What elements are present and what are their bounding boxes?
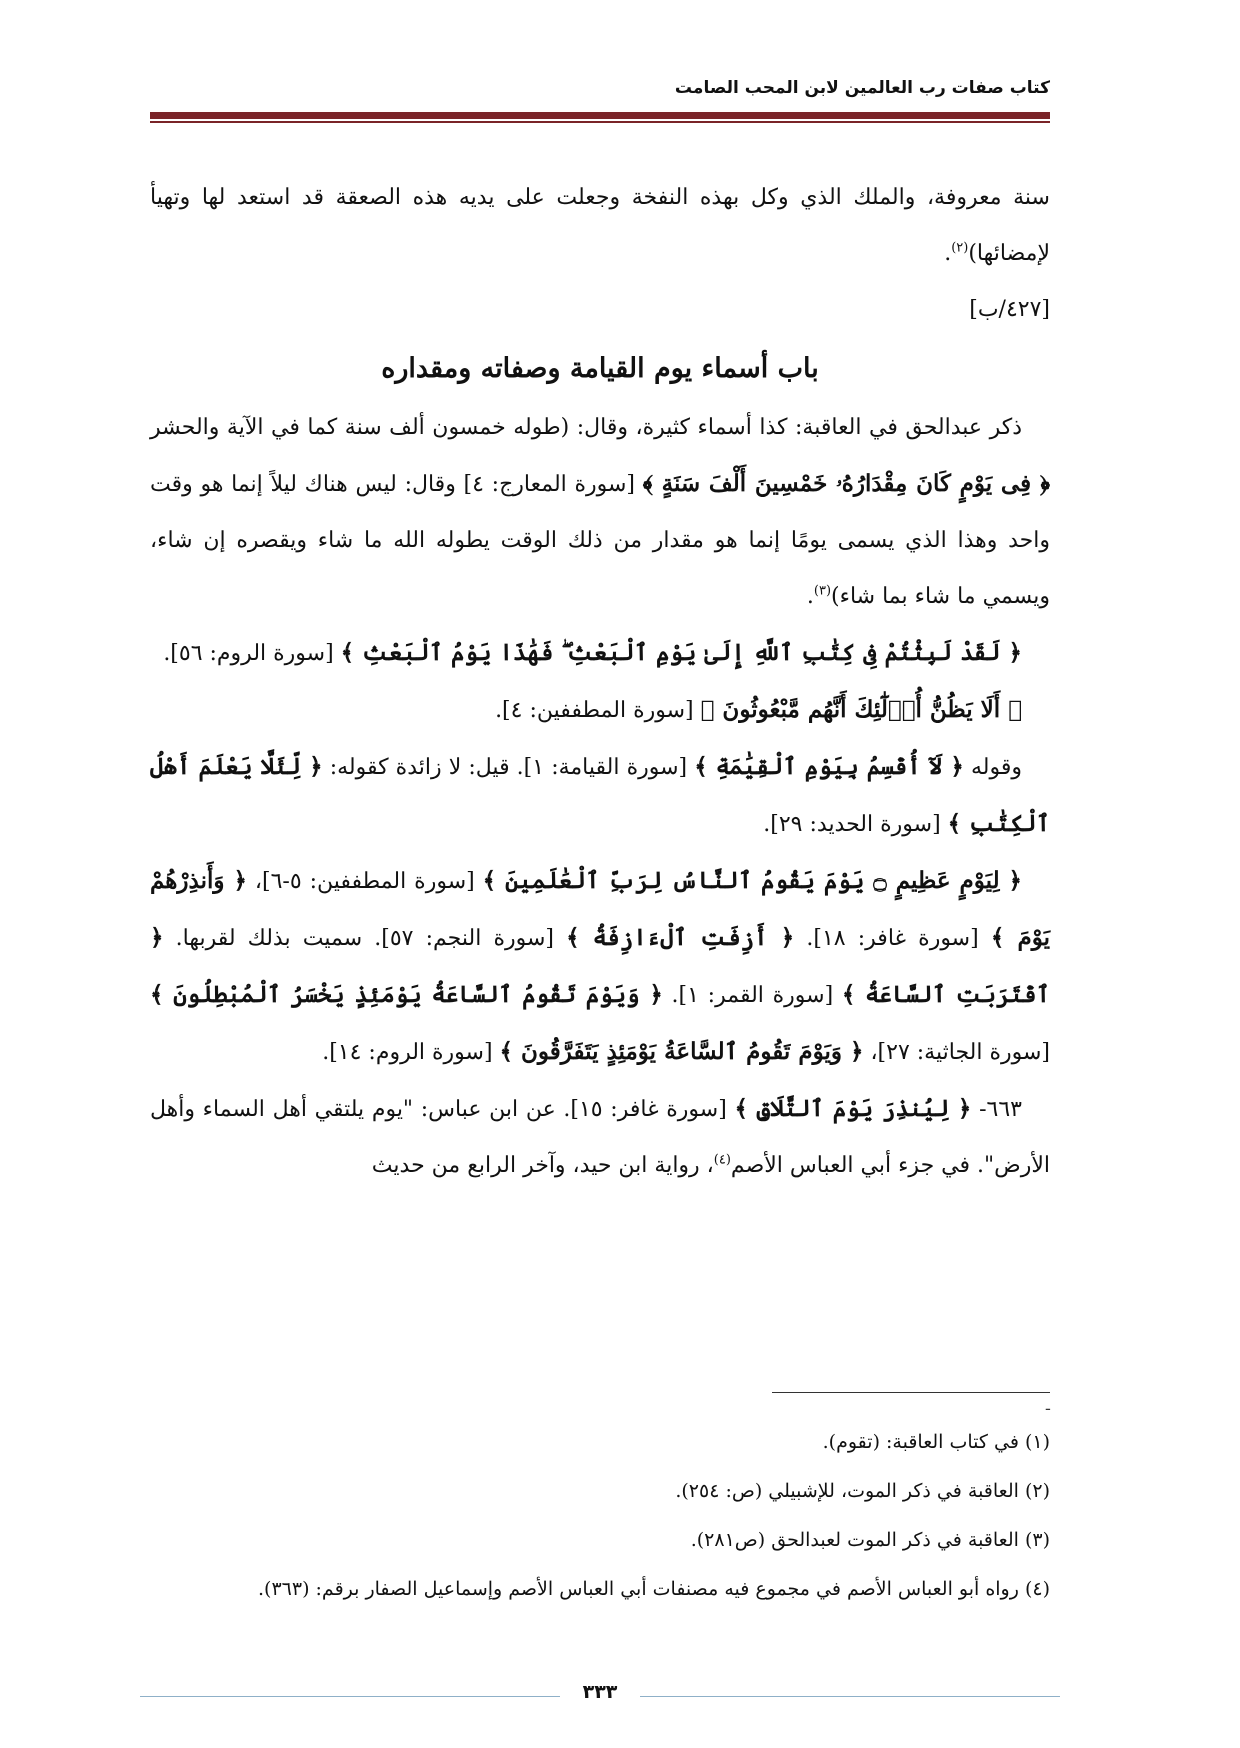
quran-verse: ﴿ فِى يَوْمٍ كَانَ مِقْدَارُهُۥ خَمْسِينَ أَلْفَ سَنَةٍ ﴾ <box>642 470 1051 497</box>
footer-rule-right <box>640 1696 1060 1697</box>
paragraph-6: ﴿ لِيَوْمٍ عَظِيمٍ ۝ يَوْمَ يَقُومُ ٱلنَّاسُ لِرَبِّ ٱلْعَٰلَمِينَ ﴾ [سورة المطففين: ٥-٦]، ﴿ وَأَنذِرْهُمْ يَوْمَ ﴾ [سورة غافر: ١٨]. ﴿ أَزِفَتِ ٱلْءَازِفَةُ ﴾ [سورة النجم: ٥٧]. سميت بذلك لقربها. ﴿ ٱقْتَرَبَتِ ٱلسَّاعَةُ ﴾ [سورة القمر: ١]. ﴿ وَيَوْمَ تَقُومُ ٱلسَّاعَةُ يَوْمَئِذٍ يَخْسَرُ ٱلْمُبْطِلُونَ ﴾ [سورة الجاثية: ٢٧]، ﴿ وَيَوْمَ تَقُومُ ٱلسَّاعَةُ يَوْمَئِذٍ يَتَفَرَّقُونَ ﴾ [سورة الروم: ١٤]. <box>150 867 1051 1065</box>
paragraph-7: ٦٦٣- ﴿ لِيُنذِرَ يَوْمَ ٱلتَّلَاقِ ﴾ [سورة غافر: ١٥]. عن ابن عباس: "يوم يلتقي أهل السماء وأهل الأرض". في جزء أبي العباس الأصم$^{(٤)}$، رواية ابن حيد، وآخر الرابع من حديث <box>150 1095 1050 1178</box>
footnote-ref-2[interactable]: (٢) <box>951 240 969 256</box>
quran-verse: ﴿ وَيَوْمَ تَقُومُ ٱلسَّاعَةُ يَوْمَئِذٍ يَتَفَرَّقُونَ ﴾ <box>499 1038 864 1065</box>
paragraph-3: ﴿ لَقَدْ لَبِثْتُمْ فِى كِتَٰبِ ٱللَّهِ إِلَىٰ يَوْمِ ٱلْبَعْثِ ۖ فَهَٰذَا يَوْمُ ٱلْبَعْثِ ﴾ [سورة الروم: ٥٦]. <box>163 639 1022 666</box>
footnote-2: (٢) العاقبة في ذكر الموت، للإشبيلي (ص: ٢٥٤). <box>675 1480 1050 1502</box>
footer-rule-left <box>140 1696 560 1697</box>
quran-verse: ﴿ وَأَنذِرْهُمْ يَوْمَ ﴾ <box>150 867 1050 951</box>
page-number: ٣٣٣ <box>582 1681 618 1703</box>
paragraph-2: ذكر عبدالحق في العاقبة: كذا أسماء كثيرة، وقال: (طوله خمسون ألف سنة كما في الآية والحشر ﴿ فِى يَوْمٍ كَانَ مِقْدَارُهُۥ خَمْسِينَ أَلْفَ سَنَةٍ ﴾ [سورة المعارج: ٤] وقال: ليس هناك ليلاً إنما هو وقت واحد وهذا الذي يسمى يومًا إنما هو مقدار من ذلك الوقت يطوله الله ما شاء ويقصره إن شاء، ويسمي ما شاء بما شاء)$^{(٣)}$. <box>150 415 1051 609</box>
footnote-separator <box>772 1392 1050 1393</box>
chapter-heading: باب أسماء يوم القيامة وصفاته ومقداره <box>381 353 819 384</box>
footnote-1: (١) في كتاب العاقبة: (تقوم). <box>822 1431 1050 1453</box>
footnote-ref-4[interactable]: (٤) <box>713 1152 731 1168</box>
quran-verse: ﴿ لِيُنذِرَ يَوْمَ ٱلتَّلَاقِ ﴾ <box>734 1095 972 1122</box>
footnote-3: (٣) العاقبة في ذكر الموت لعبدالحق (ص٢٨١). <box>690 1529 1050 1551</box>
main-text <box>150 170 1050 1194</box>
footnote-ref-3[interactable]: (٣) <box>813 583 832 599</box>
running-header: كتاب صفات رب العالمين لابن المحب الصامت <box>674 78 1050 98</box>
header-rule-thin <box>150 121 1050 123</box>
footnote-continuation-mark: ـ <box>1045 1398 1050 1414</box>
paragraph-5: وقوله ﴿ لَآ أُقْسِمُ بِيَوْمِ ٱلْقِيَٰمَةِ ﴾ [سورة القيامة: ١]. قيل: لا زائدة كقوله: ﴿ لِّئَلَّا يَعْلَمَ أَهْلُ ٱلْكِتَٰبِ ﴾ [سورة الحديد: ٢٩]. <box>150 753 1050 837</box>
quran-verse: ﴿ أَزِفَتِ ٱلْءَازِفَةُ ﴾ <box>566 924 795 951</box>
quran-verse: ﴿ وَيَوْمَ تَقُومُ ٱلسَّاعَةُ يَوْمَئِذٍ يَخْسَرُ ٱلْمُبْطِلُونَ ﴾ <box>150 981 663 1008</box>
paragraph-1: سنة معروفة، والملك الذي وكل بهذه النفخة وجعلت على يديه هذه الصعقة قد استعد لها وتهيأ لإمضائها)$^{(٢)}$. <box>150 185 1050 266</box>
quran-verse: ﴿ لَقَدْ لَبِثْتُمْ فِى كِتَٰبِ ٱللَّهِ إِلَىٰ يَوْمِ ٱلْبَعْثِ ۖ فَهَٰذَا يَوْمُ ٱلْبَعْثِ ﴾ <box>340 639 1022 666</box>
quran-verse: ﴿ لَآ أُقْسِمُ بِيَوْمِ ٱلْقِيَٰمَةِ ﴾ <box>694 753 964 780</box>
header-rule <box>150 112 1050 119</box>
footnote-4: (٤) رواه أبو العباس الأصم في مجموع فيه مصنفات أبي العباس الأصم وإسماعيل الصفار برقم: (٣٦٣). <box>258 1578 1050 1600</box>
paragraph-4: ﴿ أَلَا يَظُنُّ أُو۟لَٰٓئِكَ أَنَّهُم مَّبْعُوثُونَ ﴾ [سورة المطففين: ٤]. <box>495 696 1022 723</box>
folio-marker: [٤٢٧/ب] <box>969 297 1050 322</box>
footnotes <box>150 1418 1050 1614</box>
quran-verse: ﴿ لِيَوْمٍ عَظِيمٍ ۝ يَوْمَ يَقُومُ ٱلنَّاسُ لِرَبِّ ٱلْعَٰلَمِينَ ﴾ <box>482 867 1022 894</box>
quran-verse: ﴿ أَلَا يَظُنُّ أُو۟لَٰٓئِكَ أَنَّهُم مَّبْعُوثُونَ ﴾ <box>700 696 1022 723</box>
quran-verse: ﴿ لِّئَلَّا يَعْلَمَ أَهْلُ ٱلْكِتَٰبِ ﴾ <box>150 753 1050 837</box>
quran-verse: ﴿ ٱقْتَرَبَتِ ٱلسَّاعَةُ ﴾ <box>150 924 1051 1008</box>
